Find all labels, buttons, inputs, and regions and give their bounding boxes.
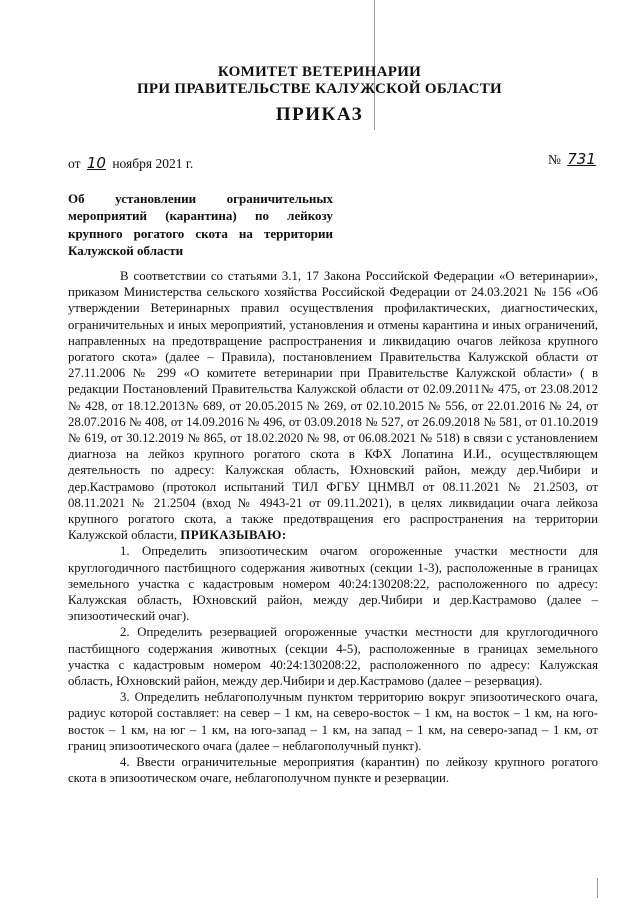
order-subject: Об установлении ограничительных мероприятий (карантина) по лейкозу крупного рогатого скота на территории Калужской области <box>68 191 333 258</box>
order-item-1: 1. Определить эпизоотическим очагом огороженные участки местности для круглогодичного пастбищного содержания животных (секции 1-3), расположенные в границах земельного участка с кадастровым номером 40:24:130208:22, расположенного по адресу: Калужская область, Юхновский район, между дер.Чибири и дер.Кастрамово (далее – эпизоотический очаг). <box>68 544 598 624</box>
order-item-3: 3. Определить неблагополучным пунктом территорию вокруг эпизоотического очага, радиус которой составляет: на север – 1 км, на северо-восток – 1 км, на восток – 1 км, на юго-восток – 1 км, на юг – 1 км, на юго-запад – 1 км, на запад – 1 км, на северо-запад – 1 км, от границ эпизоотического очага (далее – неблагополучный пункт). <box>68 690 598 753</box>
number-prefix: № <box>548 152 561 167</box>
preamble-paragraph <box>68 268 598 543</box>
date-month-year: ноября 2021 г. <box>112 156 194 171</box>
committee-name-line1: КОМИТЕТ ВЕТЕРИНАРИИ <box>217 64 422 80</box>
scan-artifact-line <box>597 878 598 898</box>
date-day-handwritten: 10 <box>86 154 106 172</box>
order-number <box>548 150 599 168</box>
committee-name-line2: ПРИ ПРАВИТЕЛЬСТВЕ КАЛУЖСКОЙ ОБЛАСТИ <box>136 81 503 97</box>
order-keyword: ПРИКАЗЫВАЮ: <box>180 528 287 543</box>
preamble-text: В соответствии со статьями 3.1, 17 Закона Российской Федерации «О ветеринарии», приказом Министерства сельского хозяйства Российской Федерации от 24.03.2021 № 156 «Об утверждении Ветеринарных правил осуществления профилактических, диагностических, ограничительных и иных мероприятий, установления и отмены карантина и иных ограничений, направленных на предотвращение распространения и ликвидацию очагов лейкоза крупного рогатого скота» (далее – Правила), постановлением Правительства Калужской области от 27.11.2006 № 299 «О комитете ветеринарии при Правительстве Калужской области» ( в редакции Постановлений Правительства Калужской области от 02.09.2011№ 475, от 23.08.2012 № 428, от 18.12.2013№ 689, от 20.05.2015 № 269, от 02.10.2015 № 556, от 22.01.2016 № 24, от 28.07.2016 № 408, от 14.09.2016 № 496, от 03.09.2018 № 527, от 26.09.2018 № 581, от 01.10.2019 № 619, от 30.12.2019 № 865, от 18.02.2020 № 98, от 06.08.2021 № 518) в связи с установлением диагноза на лейкоз крупного рогатого скота в КФХ Лопатина И.И., осуществляющем деятельность по адресу: Калужская область, Юхновский район, между дер.Чибири и дер.Кастрамово (протокол испытаний ТИЛ ФГБУ ЦНМВЛ от 08.11.2021 № 21.2503, от 08.11.2021 № 21.2504 (вход № 4943-21 от 09.11.2021), в целях ликвидации очага лейкоза крупного рогатого скота, а также предотвращения его распространения на территории Калужской области, <box>68 269 598 543</box>
number-value-handwritten: 731 <box>567 150 596 168</box>
date-prefix: от <box>68 156 81 171</box>
order-item-4: 4. Ввести ограничительные мероприятия (карантин) по лейкозу крупного рогатого скота в эпизоотическом очаге, неблагополучном пункте и резервации. <box>68 755 598 786</box>
order-item-2: 2. Определить резервацией огороженные участки местности для круглогодичного пастбищного содержания животных (секции 4-5), расположенные в границах земельного участка с кадастровым номером 40:24:130208:22, расположенного по адресу: Калужская область, Юхновский район, между дер.Чибири и дер.Кастрамово (далее – резервация). <box>68 625 598 689</box>
document-type-title: ПРИКАЗ <box>275 104 364 125</box>
order-body <box>68 268 598 787</box>
order-date <box>68 154 193 172</box>
